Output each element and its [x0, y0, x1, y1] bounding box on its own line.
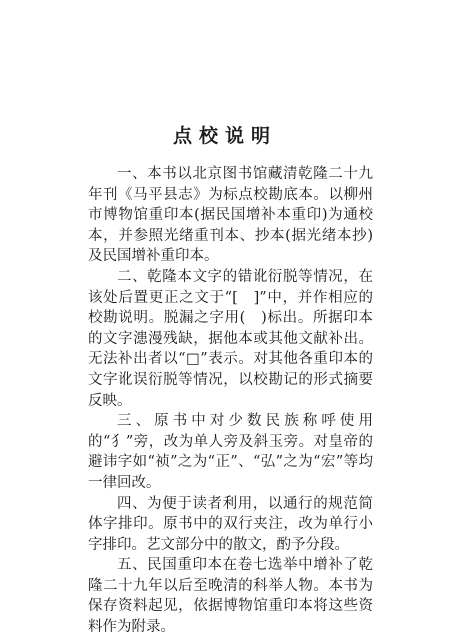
paragraph-4: 四、为便于读者利用，以通行的规范简体字排印。原书中的双行夹注，改为单行小字排印。艺文部分中的散文，酌予分段。	[88, 495, 373, 553]
paragraph-5: 五、民国重印本在卷七选举中增补了乾隆二十九年以后至晚清的科举人物。本书为保存资料起见，依据博物馆重印本将这些资料作为附录。	[88, 557, 373, 636]
paragraph-2: 二、乾隆本文字的错讹衍脱等情况，在该处后置更正之文于“[ ]”中，并作相应的校勘说明。脱漏之字用( )标出。所据印本的文字漶漫残缺，据他本或其他文献补出。无法补出者以“□”表示。对其他各重印本的文字讹误衍脱等情况，以校勘记的形式摘要反映。	[88, 268, 373, 409]
page-title: 点校说明	[172, 125, 277, 147]
paragraph-3: 三、原书中对少数民族称呼使用的“犭”旁，改为单人旁及斜玉旁。对皇帝的避讳字如“祯”之为“正”、“弘”之为“宏”等均一律回改。	[88, 413, 373, 491]
document-body	[88, 164, 373, 638]
paragraph-1: 一、本书以北京图书馆藏清乾隆二十九年刊《马平县志》为标点校勘底本。以柳州市博物馆重印本(据民国增补本重印)为通校本，并参照光绪重刊本、抄本(据光绪本抄)及民国增补重印本。	[88, 166, 373, 265]
